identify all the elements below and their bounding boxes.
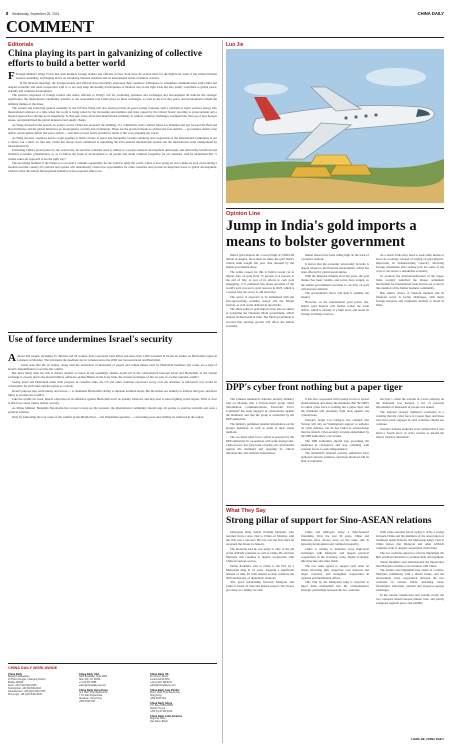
opinion-col-1: India's gold imports hit a record high of US$10.06 billion in August, more than six times the gold India's central bank bought last year, data released by the Indian government show. The prime reason for this is India's recent cut in import duty on gold from 15 percent to 6 percent at the end of July, as part of its efforts to curb gold smuggling. It is estimated that about one-third of the world's gold was put to gold reserves in 2023, which is a reason why the sector is still attractive. The sector is expected to be stimulated with the fast-approaching wedding season and the Diwali festival, as well as the demand in rural India. The sharp jump in gold imports may also be aimed at bolstering the Narendra Modi government, which entered its third term in June. The Modi government is worried that slowing growth will affect the Indian economy. xyxy=(226,253,294,328)
cartoon-illustration xyxy=(226,49,444,203)
paper-logo: CHINA DAILY xyxy=(417,10,444,16)
opinion-col-2: Indian shares have been riding high on the back of a positive outlook. It shows that the economic uncertainty in India is deeply related to the financial environment, which has been affected by global uncertainties. With the financial markets in recent years, the gold market has been volatile, and prices have surged, so the Indian government's decision to cut duty on gold will increase demand. The government's move will help it stabilize the market. However, as the international gold prices rise, India's gold imports will further widen the trade deficit, which is already at a high level, and strain its foreign exchange reserves. xyxy=(301,253,369,317)
editorial-headline-1: China playing its part in galvanizing of collective efforts to build a better world xyxy=(8,49,202,69)
dpp-headline: DPP's cyber front nothing but a paper tiger xyxy=(226,383,403,393)
cartoon-artist: Luo Jie xyxy=(226,42,244,48)
dpp-rule xyxy=(226,381,444,382)
what-credit: LIANG JIE, CHINA DAILY xyxy=(411,737,444,741)
opinion-col-3: As a result, India may need to seek other means to boost its economy, instead of relying on gold imports. Improving its manufacturing capacity, attracting foreign investment and creating jobs are some of the ways it can secure a sustainable economy. To promote the internationalization of the rupee, India recently launched the Rupee settlement mechanism for international trade but has yet to attract the attention of the Indian business community. But, India's choice of Western markets and its financial sector is facing challenges, with many foreign investors and companies hesitant to invest in India. xyxy=(376,253,444,307)
page-number: 8 xyxy=(6,11,9,16)
footer-office: China Daily Beijing Headquarters 15 Huixin Dongjie, Chaoyang District Beijing 100029 News: +86 (0)10 6491-8366 Subscription: +86 400-699-0203 Advertisement: +86 (0)10 6491-0736 Phone app: +86 (0)10 6491-8633 xyxy=(8,673,46,696)
footer-office: China Daily UK 90 Cannon Street London EC4N 6HA +44 (0) 207 398 8270 editor@chinadailyuk.com China Daily Asia Pacific Room 1818, Hing Wai Centre Hong Kong +852 2518 5111 China Daily Africa P.O. Box 27281-00506 Nairobi, Kenya +254 (0) 20 522 2219 China Daily Latin America Regional Office Sao Paulo, Brazil xyxy=(150,673,182,723)
airplane-cartoon-image xyxy=(226,49,444,203)
opinion-rule xyxy=(226,208,444,209)
footer-office: China Daily USA 1500 Broadway, Suite 2800 New York, NY 10036 +1 212 537 8888 editor@chinadailyusa.com China Daily Hong Kong Unit 1818, Hing Wai Centre 7 Tin Wan Praya Road Aberdeen, Hong Kong +852 2518 5111 xyxy=(79,673,108,703)
what-col-3: With some external forces trying to drive a wedge between China and the members of the Association of Southeast Asian Nations, the Malaysian king's visit to China shows that Malaysia and other ASEAN countries want to deepen cooperation with China. The two countries agreed to actively implement the Belt and Road Initiative to promote their development. Sultan Ibrahim's visit demonstrated the importance that Malaysia attaches to its relations with China. The leaders also highlighted the vision of a China-Malaysia community with a shared future, and the increasingly close cooperation between the two countries in various fields, including trade, investment, education, tourism and people-to-people exchanges. In the current complicated and volatile world, the two countries should deepen mutual trust, and jointly safeguard regional peace and stability. xyxy=(376,530,444,606)
dpp-col-2: It has also cooperated with foreign forces to spread disinformation and smear the mainland. But the DPP's so-called cyber force is nothing but a paper tiger, and the mainland will resolutely fight back against any cyberattacks. Taiwan's leader Lai Ching-te has claimed that Taiwan will rely on Washington's support to enhance its cyber defense, but he has failed to acknowledge that the island's cyber-security is being undermined by the DPP authorities' own actions. The DPP authorities should stop provoking the mainland in cyberspace and stop colluding with external forces to seek 'independence'. The mainland's national security authorities have gathered concrete evidence, and those involved will be held accountable. xyxy=(301,397,369,464)
what-col-2: China and Malaysia enjoy a time-honored friendship. Over the past 50 years, China and Malaysia have always been on the same side in pursuing development and common prosperity. China is willing to maintain close high-level exchanges with Malaysia, and deepen practical cooperation in the economy, trade, digital economy, infrastructure and other fields. The two sides agreed to support each other on issues involving their respective core interests and major concerns, and strengthen cooperation in regional and multilateral affairs. This visit by the Malaysian king is expected to inject fresh momentum into the comprehensive strategic partnership between the two countries. xyxy=(301,530,369,593)
opinion-headline: Jump in India's gold imports a means to bolster government xyxy=(226,218,417,250)
editorial-divider xyxy=(8,332,217,333)
section-title: COMMENT xyxy=(6,17,94,36)
dpp-col-1: The Chinese mainland's national security ministry said on Monday that a Taiwan-based group called 'Information, Communications, Electronic Force Command' has been engaged in cyberattacks against the mainland, and that the group is controlled by the DPP authorities. The ministry published detailed information on the group's members, as well as some of their attack methods. The so-called cyber force, which is operated by the DPP authorities in cooperation with some foreign anti-China forces, has long been carrying out cyberattacks against the mainland and targeting its critical infrastructure and sensitive information. xyxy=(226,397,294,455)
what-col-1: Malaysian King Sultan Ibrahim Iskandar, who returned from a state visit to China on Monday, said the visit was a 'success'. His trip was the first since he ascended the throne in January. The monarch said he was ready to rally to the aid of the ASEAN countries as well as China. He said that Malaysia will continue to deepen cooperation with China in various sectors. Sultan Ibrahim's visit to China is the first by a Malaysian king in 10 years. Keeping a significant amount of time for both nations as they celebrate the 50th anniversary of diplomatic relations. 'The good relationship between Malaysia and China is based on trust and mutual respect. We always get along as a family,' he said. xyxy=(226,530,294,593)
footer-offices xyxy=(8,673,217,743)
what-label: What They Say xyxy=(226,508,266,514)
editorial-dropcap: F xyxy=(8,72,15,82)
editorial2-dropcap: A xyxy=(8,354,16,364)
editorial-body-2: A About 492 people, including 35 children and 58 women, have reportedly been killed and more than 1,600 wounded in Israeli air strikes on Hezbollah targets in Lebanon on Monday. The toll marks the deadliest day in Lebanon since the 2006 war between Israel and Hezbollah. Some state that the air strikes, along with the explosions of thousands of pagers and walkie-talkies used by Hezbollah members last week, are a sign of Israel's determination to escalate the conflict. But more likely than not this is merely another occasion in the seemingly endless death toll in the confrontation between Israel and Hezbollah, as the violent exchange is closely tied to the Israeli military offensive against Hamas in the Gaza Strip, the current exchanges of fire are part of a wider regional conflict. Seeing Israel and Hezbollah make little progress in ceasefire talks, the US and other countries expressed worry over the situation. A full-blown war would be catastrophic for both sides and the region as a whole. Israel's purpose may seem murky and severe — to dismantle Hezbollah's ability to threaten northern Israel. But the strikes are unlikely to achieve that goal, and more likely to escalate the conflict. Like the conflict in Gaza, Israel's objectives in its offensive against Hezbollah won't be quickly achieved, and may lead to more fighting in the region. What is clear is that force alone cannot deliver security. As Prime Minister Benjamin Netanyahu has vowed to keep up the pressure, the international community should urge all parties to exercise restraint and seek a political solution. Only by addressing the root cause of the conflict in the Middle East — the Palestinian question — can lasting peace and stability be achieved in the region. xyxy=(8,354,217,419)
what-headline: Strong pillar of support for Sino-ASEAN relations xyxy=(226,515,432,526)
editorial-headline-2: Use of force undermines Israel's security xyxy=(8,335,173,345)
column-divider xyxy=(222,40,223,743)
issue-date: Wednesday, September 25, 2024 xyxy=(12,11,60,16)
masthead-rule xyxy=(6,37,444,38)
footer-title: CHINA DAILY WORLDWIDE xyxy=(8,666,58,670)
opinion-label: Opinion Line xyxy=(226,211,261,217)
footer-rule xyxy=(8,663,217,664)
editorials-label: Editorials xyxy=(8,42,34,48)
editorial-body-1: F Foreign Minister Wang Yi has met with multiple foreign leaders and officials in New York since he arrived there for the high-level week of the United Nations General Assembly, exchanging views on advancing bilateral relations and on international issues of mutual concern. In the bilateral meetings, the foreign leaders and officials have invariably expressed their countries' willingness to strengthen communication with China and deepen economic and trade cooperation with it, to not only keep the healthy development of bilateral ties on the right track but also jointly contribute to global peace, stability and common development. The positive responses of foreign leaders and senior officials to Wang's call for promoting openness and exchanges and development all indicate the strategic significance the international community attaches to the responsible role China plays in these exchanges, as well as the fact that peace and development remain the defining themes of the times. The session and following general assembly of the UN that Wang will also attend provide all peace-loving countries with a platform to inject positive energy into international relations at a time when the world is being roiled by the increasing uncertainties and risks caused by the United States' resorting to protectionism and a bigoted approach to shoring up its hegemony. To this end, it has advocated international solidarity to address common challenges, instigated the flare-up of new hotspot issues, and destabilized the global industrial and supply chains. As Wang stressed in his speech, in today's world, China has proposed the building of a community with a shared future for mankind and put forward the Belt and Road Initiative and the global initiatives on development, security and civilization. These are the practical means to address the four deficits — governance deficit, trust deficit, development deficit and peace deficit — that have proved fertile ground for much of the woes plaguing the world. As Wang stressed, countries need to work together to build a future of peace and tranquility. Greater solidarity and cooperation of the international community is not a choice, but a must. To that end, China has always been committed to upholding the UN-centered international system and the international order underpinned by international law. Promoting China's prescription for the world's ills, he said that countries need to adhere to a people-centered development philosophy and universally beneficial and inclusive economic globalization, so as to deliver the fruits of development to all people and attain common prosperity for all countries. And he underlined that "a winner-takes-all approach is not the right way". The upcoming Summit of the Future is to provide a valuable opportunity for the world to unify the world. China is now going all out to make its goal of becoming a modern socialist country. Its policies and actions will undoubtedly create new opportunities for other countries and provide an important boost to global development, which is what the Global Development Initiative it has proposed aims to do. xyxy=(8,72,217,174)
dpp-col-3: On Sept 1, when the website of a tech company on the mainland was hacked, a list of personal information of thousands of people was leaked. The national security ministry's revelation is a warning that the cyber force is a paper tiger, and those who have been engaged in such activities should not continue. Taiwan's defense authority even claimed that it will build a 'fourth force' of cyber warfare to defend the island, which is unrealistic. xyxy=(376,397,444,439)
what-rule xyxy=(226,505,444,506)
